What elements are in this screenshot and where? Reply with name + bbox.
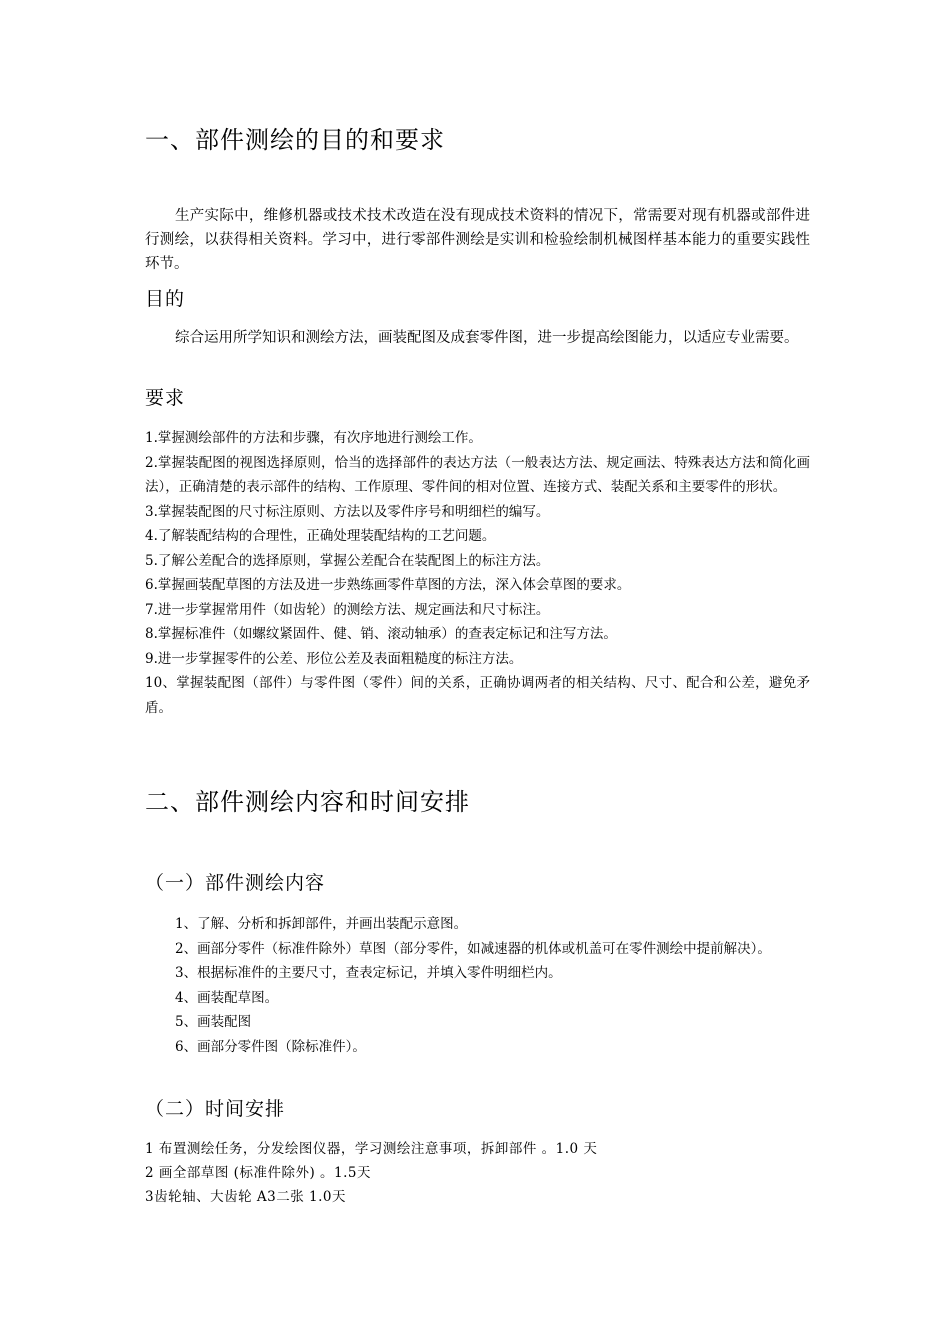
requirement-item: 10、掌握装配图（部件）与零件图（零件）间的关系，正确协调两者的相关结构、尺寸、配合和公差，避免矛盾。 [145, 675, 810, 716]
content-item: 6、画部分零件图（除标准件）。 [175, 1038, 366, 1055]
requirement-item: 7.进一步掌握常用件（如齿轮）的测绘方法、规定画法和尺寸标注。 [145, 601, 550, 618]
section-1-title: 一、部件测绘的目的和要求 [145, 126, 445, 154]
requirements-heading: 要求 [145, 387, 186, 409]
schedule-item: 3齿轮轴、大齿轮 A3二张 1.0天 [145, 1189, 346, 1205]
content-heading: （一）部件测绘内容 [145, 872, 326, 894]
intro-paragraph: 生产实际中，维修机器或技术技术改造在没有现成技术资料的情况下，常需要对现有机器或部件进行测绘，以获得相关资料。学习中，进行零部件测绘是实训和检验绘制机械图样基本能力的重要实践性环节。 [145, 208, 810, 272]
requirement-item: 3.掌握装配图的尺寸标注原则、方法以及零件序号和明细栏的编写。 [145, 503, 550, 520]
content-item: 2、画部分零件（标准件除外）草图（部分零件，如减速器的机体或机盖可在零件测绘中提前解决）。 [175, 940, 771, 957]
schedule-item: 1 布置测绘任务，分发绘图仪器，学习测绘注意事项，拆卸部件 。1.0 天 [145, 1141, 598, 1157]
requirements-list [145, 426, 810, 720]
purpose-paragraph: 综合运用所学知识和测绘方法，画装配图及成套零件图，进一步提高绘图能力，以适应专业需要。 [175, 330, 799, 346]
requirement-item: 6.掌握画装配草图的方法及进一步熟练画零件草图的方法，深入体会草图的要求。 [145, 577, 631, 593]
content-item: 4、画装配草图。 [175, 989, 279, 1006]
content-item: 1、了解、分析和拆卸部件，并画出装配示意图。 [175, 916, 468, 932]
content-list [145, 912, 810, 1059]
schedule-heading: （二）时间安排 [145, 1098, 286, 1120]
requirement-item: 5.了解公差配合的选择原则，掌握公差配合在装配图上的标注方法。 [145, 552, 550, 569]
section-2-title: 二、部件测绘内容和时间安排 [145, 788, 470, 816]
content-item: 3、根据标准件的主要尺寸，查表定标记，并填入零件明细栏内。 [175, 965, 562, 981]
requirement-item: 2.掌握装配图的视图选择原则，恰当的选择部件的表达方法（一般表达方法、规定画法、特殊表达方法和简化画法），正确清楚的表示部件的结构、工作原理、零件间的相对位置、连接方式、装配关系和主要零件的形状。 [145, 454, 810, 495]
requirement-item: 9.进一步掌握零件的公差、形位公差及表面粗糙度的标注方法。 [145, 650, 523, 667]
requirement-item: 8.掌握标准件（如螺纹紧固件、健、销、滚动轴承）的查表定标记和注写方法。 [145, 626, 617, 642]
requirement-item: 4.了解装配结构的合理性，正确处理装配结构的工艺问题。 [145, 528, 496, 544]
content-item: 5、画装配图 [175, 1014, 252, 1030]
purpose-heading: 目的 [145, 288, 186, 310]
requirement-item: 1.掌握测绘部件的方法和步骤，有次序地进行测绘工作。 [145, 430, 482, 446]
schedule-item: 2 画全部草图 (标准件除外) 。1.5天 [145, 1165, 371, 1181]
schedule-list [145, 1137, 810, 1209]
